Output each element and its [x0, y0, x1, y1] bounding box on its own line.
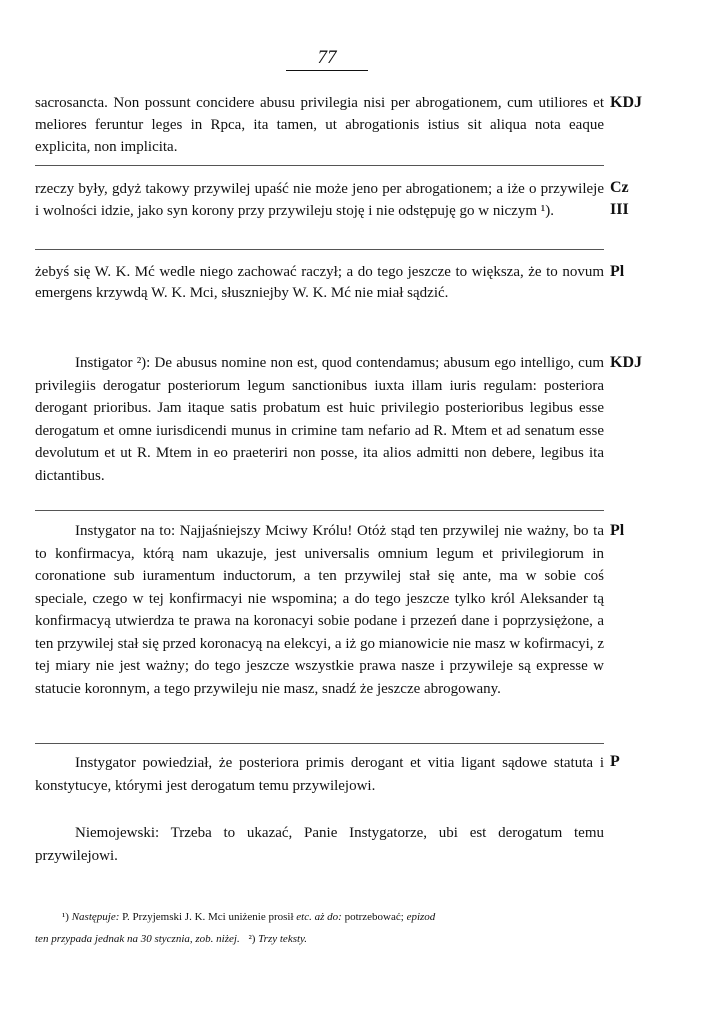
siglum-pl: Pl — [610, 263, 625, 280]
footnote-1-mark: ¹) — [62, 911, 69, 923]
footnote-1-text: P. Przyjemski J. K. Mci uniżenie prosił — [122, 911, 294, 923]
siglum-cz: Cz — [610, 179, 629, 196]
footnote-2-mark: ²) — [248, 933, 256, 945]
paragraph: Instygator powiedział, że posteriora primis derogant et vitia ligant sądowe statuta i konstytucye, którymi jest derogatum temu przywilejowi. — [35, 755, 604, 794]
footnote-1-etc: etc. — [296, 911, 312, 923]
siglum-pl: Pl — [610, 522, 625, 539]
paragraph: rzeczy były, gdyż takowy przywilej upaść nie może jeno per abrogationem; a iże o przywileje i wolności idzie, jako syn korony przy przywileju stoję i nie odstępuję go w niczym ¹). — [35, 181, 604, 219]
section-divider — [35, 743, 604, 744]
footnote-1-epizod-cont: ten przypada jednak na 30 stycznia, zob. niżej. — [35, 933, 240, 945]
footnote-1-az-do: aż do: — [314, 911, 342, 923]
section-divider — [35, 510, 604, 511]
siglum-kdj: KDJ — [610, 354, 642, 371]
footnote-2-text: Trzy teksty. — [258, 933, 308, 945]
footnote-1-text-b: potrzebować; — [344, 911, 404, 923]
section-divider — [35, 165, 604, 166]
siglum-p: P — [610, 753, 620, 770]
page-number: 77 — [317, 47, 337, 68]
text-block-niemojewski — [35, 822, 604, 868]
footnote-1-epizod: epizod — [406, 911, 436, 923]
footnote-1-line-2 — [35, 928, 604, 950]
siglum-iii: III — [610, 201, 629, 218]
siglum-kdj: KDJ — [610, 94, 642, 111]
text-block-pl-1 — [35, 262, 604, 304]
text-block-p — [35, 752, 604, 798]
footnote-1-line-1 — [35, 906, 604, 928]
text-block-cz — [35, 178, 604, 222]
paragraph: Instygator na to: Najjaśniejszy Mciwy Królu! Otóż stąd ten przywilej nie ważny, bo ta to konfirmacya, którą nam ukazuje, jest universalis omnium legum et privilegiorum in coronatione sub iuramentum inductorum, a ten przywilej stał się ante, ma w sobie coś speciale, czego w tej konfirmacyi nie wspomina; a do tego jeszcze tylko król Aleksander tą konfirmacyą utwierdza te prawa na koronacyi sobie podane i przezeń dane i poprzysiężone, a ten przywilej stał się przed koronacyą na elekcyi, a iż go mianowicie nie masz w kofirmacyi, z tej miary nie jest ważny; do tego jeszcze wszystkie prawa nasze i przywileje są expresse w statucie koronnym, a tego przywileju nie masz, snadź że jeszcze abrogowany. — [35, 523, 604, 697]
text-block-kdj-2 — [35, 352, 604, 487]
footnotes — [35, 906, 604, 950]
paragraph: sacrosancta. Non possunt concidere abusu privilegia nisi per abrogationem, cum utiliores et meliores feruntur leges in Rpca, ita tamen, ut abrogationis istius sit aliqua nota eaque explicita, non implicita. — [35, 95, 604, 155]
text-block-kdj-1 — [35, 92, 604, 158]
page-number-underline — [286, 70, 368, 71]
text-block-pl-2 — [35, 520, 604, 700]
footnote-1-label: Następuje: — [71, 911, 120, 923]
paragraph: Niemojewski: Trzeba to ukazać, Panie Instygatorze, ubi est derogatum temu przywilejowi. — [35, 825, 604, 864]
section-divider — [35, 249, 604, 250]
paragraph: żebyś się W. K. Mć wedle niego zachować raczył; a do tego jeszcze to większa, że to novum emergens krzywdą W. K. Mci, słuszniejby W. K. Mć nie miał sądzić. — [35, 264, 604, 301]
paragraph: Instigator ²): De abusus nomine non est, quod contendamus; abusum ego intelligo, cum privilegiis derogatur posteriorum legum sanctionibus iuxta illam iuris regulam: posteriora derogant prioribus. Jam itaque satis probatum est huic privilegio posterioribus legibus esse derogatum et omne iurisdicendi munus in crimine tam nefario ad R. Mtem et ad senatum esse devolutum et ut R. Mtem in eo praeteriri non posse, ita alios admitti non debere, legibus ita dictantibus. — [35, 355, 604, 484]
